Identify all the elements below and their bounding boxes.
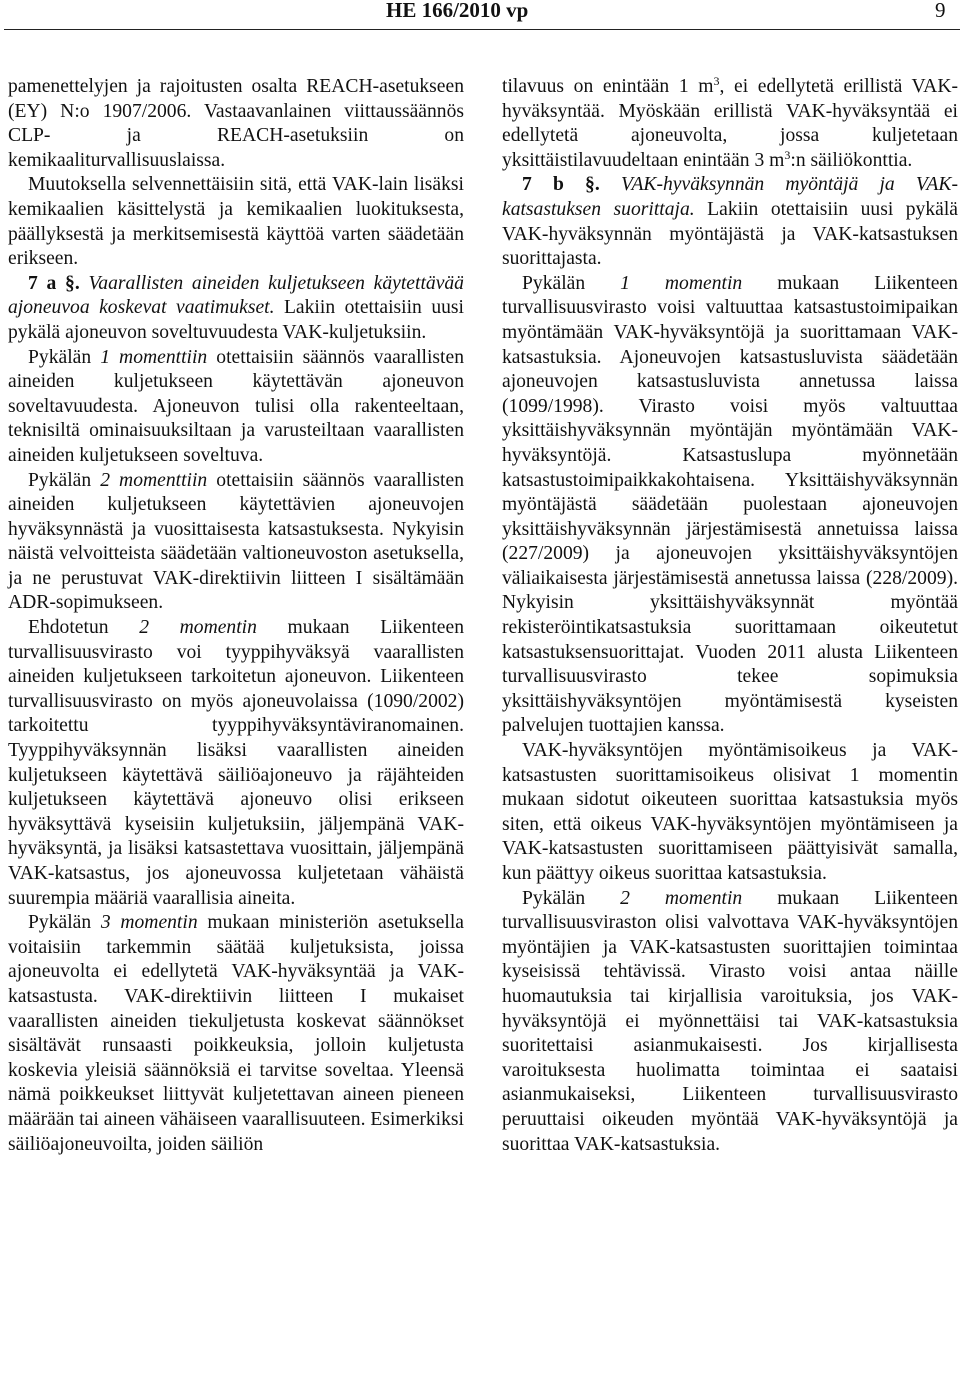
left-column [8, 75, 464, 1157]
moment-reference: 2 momentin [139, 617, 257, 639]
text: :n säiliökonttia. [790, 149, 913, 171]
section-number: 7 b §. [522, 174, 600, 196]
superscript: 3 [713, 74, 720, 88]
text: mukaan Liikenteen turvallisuusviraston olisi valvottava VAK-hyväksyntöjen myöntäjien ja VAK-katsastusten suorittajien toimintaa kyseisissä tehtävissä. Virasto voisi antaa näille huomautuksia tai kirjallisia varoituksia, jos VAK-hyväksyntöjä ei myönnettäisi tai VAK-katsastuksia suoritettaisi asianmukaisesti. Jos kirjallisesta varoituksesta huolimatta toimintaa ei saataisi asianmukaiseksi, Liikenteen turvallisuusvirasto peruuttaisi oikeuden myöntää VAK-hyväksyntöjä ja suorittaa VAK-katsastuksia. [502, 887, 958, 1155]
superscript: 3 [784, 147, 791, 162]
paragraph [502, 272, 958, 739]
text: Pykälän [28, 346, 92, 368]
moment-reference: 2 momentin [620, 887, 743, 909]
text: mukaan ministeriön asetuksella voitaisiin tarkemmin säätää kuljetuksista, joissa ajoneuvolta ei edellytetä VAK-hyväksyntää ja VAK-katsastusta. VAK-direktiivin liitteen I mukaiset vaarallisten aineiden tiekuljetusta koskevat säännökset sisältävät runsaasti poikkeuksia, jolloin kuljetusta koskevia yleisiä säännöksiä ei tarvitse soveltaa. Yleensä nämä poikkeukset liittyvät kuljetettavan aineen pieneen määrään tai aineen vähäiseen vaarallisuuteen. Esimerkiksi säiliöajoneuvoilta, joiden säiliön [8, 912, 464, 1155]
section-7b [502, 173, 958, 271]
moment-reference: 1 momentin [620, 272, 743, 294]
paragraph [502, 887, 958, 1158]
text: Pykälän [28, 912, 92, 934]
text: mukaan Liikenteen turvallisuusvirasto voisi valtuuttaa katsastustoimipaikan myöntämään VAK-hyväksyntöjä ja suorittamaan VAK-katsastuksia. Ajoneuvojen katsastusluvista säädetään ajoneuvojen katsastusluvista annetussa laissa (1099/1998). Virasto voisi myös valtuuttaa yksittäishyväksynnän myöntäjän myöntämään VAK-hyväksyntöjä. Katsastuslupa myönnetään katsastustoimipaikkakohtaisena. Yksittäishyväksynnän myöntäjästä säädetään puolestaan ajoneuvojen yksittäishyväksynnän järjestämisestä annetuissa laissa (227/2009) ja ajoneuvojen yksittäishyväksyntöjen väliaikaisesta järjestämisestä annetussa laissa (228/2009). Nykyisin yksittäishyväksynnät myöntää rekisteröintikatsastuksia suorittamaan oikeutetut katsastuksensuorittajat. Vuoden 2011 alusta Liikenteen turvallisuusvirasto tekee sopimuksia yksittäishyväksyntöjen myöntämisestä kyseisten palvelujen tuottajien kanssa. [502, 272, 958, 737]
text: Pykälän [28, 469, 92, 491]
section-7a [8, 272, 464, 346]
page-header [0, 0, 960, 34]
header-rule [4, 29, 960, 30]
paragraph [8, 469, 464, 617]
text: Pykälän [522, 272, 586, 294]
paragraph [8, 346, 464, 469]
moment-reference: 1 momenttiin [100, 346, 208, 368]
document-id: HE 166/2010 vp [386, 0, 529, 22]
paragraph: Muutoksella selvennettäisiin sitä, että VAK-lain lisäksi kemikaalien käsittelystä ja kemikaalien luokituksesta, päällyksestä ja merkitsemisestä käyttöä varten säädetään erikseen. [8, 174, 464, 270]
paragraph [8, 616, 464, 911]
section-title: VAK-hyväksynnän myöntäjä ja VAK-katsastuksen suorittaja. [502, 174, 958, 220]
text: Pykälän [522, 887, 586, 909]
paragraph: VAK-hyväksyntöjen myöntämisoikeus ja VAK-katsastusten suorittamisoikeus olisivat 1 momentin mukaan sidotut oikeuteen suorittaa katsastuksia myös siten, että oikeus VAK-hyväksyntöjen myöntämiseen ja VAK-katsastusten suorittamiseen päättyisivät samalla, kun päättyy oikeus suorittaa katsastuksia. [502, 740, 958, 884]
paragraph [8, 911, 464, 1157]
paragraph: pamenettelyjen ja rajoitusten osalta REACH-asetukseen (EY) N:o 1907/2006. Vastaavanlainen viittaussäännös CLP- ja REACH-asetuksiin on kemikaaliturvallisuuslaissa. [8, 76, 464, 171]
text: Ehdotetun [28, 617, 109, 639]
section-body: Lakiin otettaisiin uusi pykälä ajoneuvon soveltuvuudesta VAK-kuljetuksiin. [8, 297, 464, 343]
text: , ei edellytetä erillistä VAK-hyväksyntää. Myöskään erillistä VAK-hyväksyntää ei edellytetä ajoneuvolta, jossa kuljetetaan yksittäistilavuudeltaan enintään 3 m [502, 76, 958, 171]
section-title: Vaarallisten aineiden kuljetukseen käytettävää ajoneuvoa koskevat vaatimukset. [8, 272, 464, 319]
text: otettaisiin säännös vaarallisten aineiden kuljetukseen käytettävän ajoneuvon soveltavuudesta. Ajoneuvon tulisi olla rakenteeltaan, teknisiltä ominaisuuksiltaan ja varusteiltaan vaarallisten aineiden kuljetukseen soveltuva. [8, 346, 464, 466]
section-number: 7 a §. [28, 272, 80, 294]
text: mukaan Liikenteen turvallisuusvirasto voi tyyppihyväksyä vaarallisten aineiden kuljetukseen tarkoitetun ajoneuvon. Liikenteen turvallisuusvirasto on myös ajoneuvolaissa (1090/2002) tarkoitettu tyyppihyväksyntäviranomainen. Tyyppihyväksynnän lisäksi vaarallisten aineiden kuljetukseen käytettävä säiliöajoneuvo ja räjähteiden kuljetukseen käytettävä ajoneuvo olisi erikseen hyväksyttävä kyseisiin kuljetuksiin, jäljempänä VAK-hyväksyntä, ja lisäksi katsastettava vuosittain, jäljempänä VAK-katsastus, jos ajoneuvossa kuljetetaan vähäistä suurempia määriä vaarallisia aineita. [8, 617, 464, 909]
moment-reference: 2 momenttiin [100, 469, 208, 491]
moment-reference: 3 momentin [100, 912, 198, 934]
paragraph [502, 75, 958, 173]
text: tilavuus on enintään 1 m [502, 76, 714, 97]
right-column [502, 75, 958, 1157]
text: otettaisiin säännös vaarallisten aineiden kuljetukseen käytettävien ajoneuvojen hyväksynnästä ja vuosittaisesta katsastuksesta. Nykyisin näistä velvoitteista säädetään valtioneuvoston asetuksella, ja ne perustuvat VAK-direktiivin liitteen I sisältämään ADR-sopimukseen. [8, 469, 464, 614]
page-number: 9 [935, 0, 946, 22]
section-body: Lakiin otettaisiin uusi pykälä VAK-hyväksynnän myöntäjästä ja VAK-katsastuksen suorittajasta. [502, 198, 958, 270]
